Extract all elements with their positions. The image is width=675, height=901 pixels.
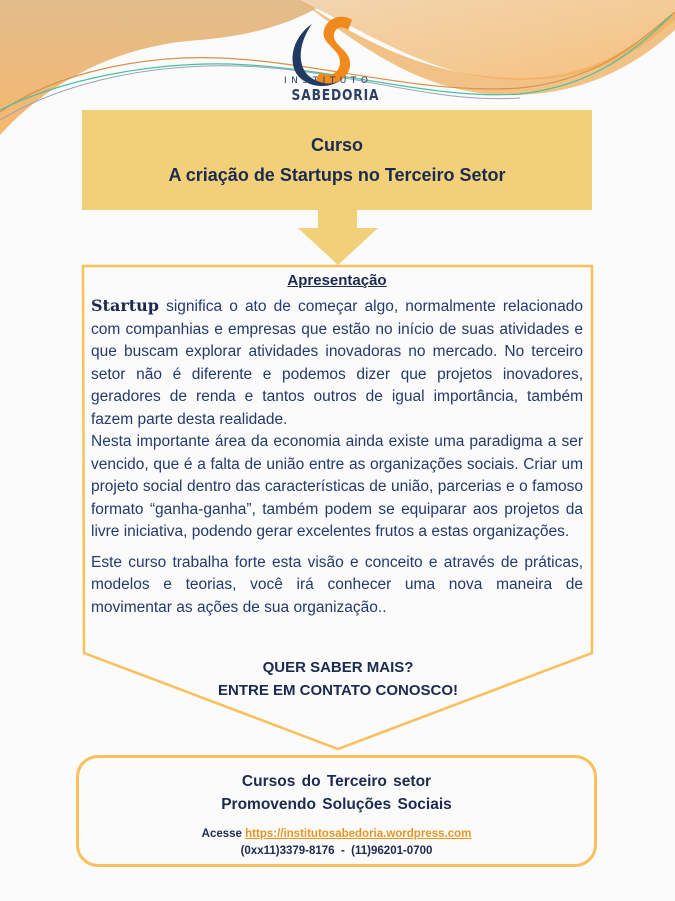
course-title: A criação de Startups no Terceiro Setor	[168, 165, 506, 185]
startup-lead-word: Startup	[91, 296, 159, 315]
presentation-heading: Apresentação	[287, 272, 387, 289]
phone-numbers: (0xx11)3379-8176 - (11)96201-0700	[240, 845, 433, 857]
logo-subtitle: INSTITUTO	[284, 76, 373, 86]
course-title-box	[82, 110, 592, 210]
presentation-section	[91, 272, 583, 619]
contact-box	[76, 755, 597, 867]
paragraph-1-text: significa o ato de começar algo, normalmente relacionado com companhias e empresas que estão no início de suas atividades e que buscam explorar atividades inovadoras no mercado. No terceiro setor não é diferente e podemos dizer que projetos inovadores, geradores de renda e tantos outros de igual importância, também fazem parte desta realidade.	[91, 298, 583, 428]
paragraph-1	[91, 295, 583, 431]
slogan-line-2: Promovendo Soluções Sociais	[221, 796, 452, 813]
down-arrow-icon	[298, 210, 378, 265]
logo-name: SABEDORIA	[291, 86, 380, 104]
paragraph-3: Este curso trabalha forte esta visão e conceito e através de práticas, modelos e teorias, você irá conhecer uma nova maneira de movimentar as ações de sua organização..	[91, 553, 583, 616]
cta-line-1: QUER SABER MAIS?	[262, 659, 414, 676]
course-label: Curso	[310, 135, 363, 155]
paragraph-2: Nesta importante área da economia ainda existe uma paradigma a ser vencido, que é a falta de união entre as organizações sociais. Criar um projeto social dentro das características de união, parcerias e o famoso formato “ganha-ganha”, também podem se equiparar aos projetos da livre iniciativa, podendo gerar excelentes frutos a estas organizações.	[91, 433, 583, 540]
access-label: Acesse	[201, 828, 242, 840]
slogan-line-1: Cursos do Terceiro setor	[241, 773, 432, 790]
call-to-action	[83, 656, 593, 702]
website-link[interactable]: https://institutosabedoria.wordpress.com	[245, 828, 472, 840]
cta-line-2: ENTRE EM CONTATO CONOSCO!	[218, 682, 458, 699]
website-line	[79, 826, 594, 843]
